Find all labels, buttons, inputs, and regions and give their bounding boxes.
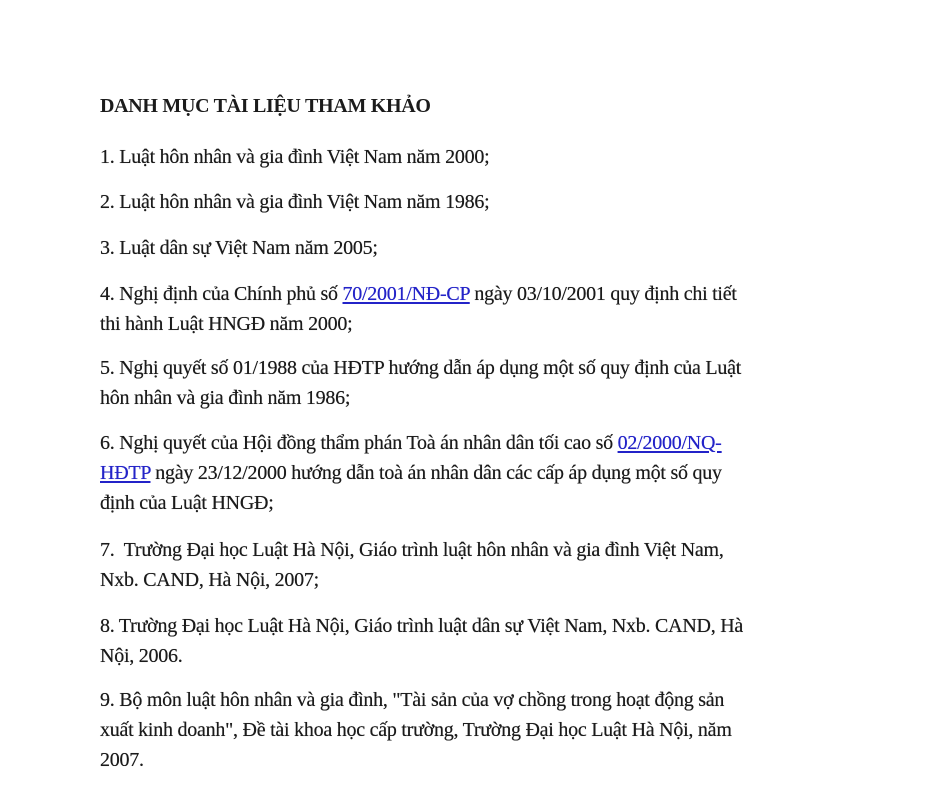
- reference-line: [100, 428, 722, 458]
- reference-line: [100, 458, 722, 488]
- resolution-02-2000-link[interactable]: 02/2000/NQ-: [617, 432, 722, 454]
- reference-item-4: [100, 279, 737, 339]
- reference-item-3: [100, 233, 378, 263]
- reference-text: 7. Trường Đại học Luật Hà Nội, Giáo trình luật hôn nhân và gia đình Việt Nam,: [100, 539, 724, 561]
- reference-text: 1. Luật hôn nhân và gia đình Việt Nam năm 2000;: [100, 146, 490, 168]
- reference-text: 5. Nghị quyết số 01/1988 của HĐTP hướng dẫn áp dụng một số quy định của Luật: [100, 357, 742, 379]
- reference-item-5: [100, 353, 741, 413]
- reference-item-6: [100, 428, 722, 518]
- reference-text: 8. Trường Đại học Luật Hà Nội, Giáo trình luật dân sự Việt Nam, Nxb. CAND, Hà: [100, 615, 744, 637]
- reference-item-9: [100, 685, 732, 775]
- reference-text: ngày 23/12/2000 hướng dẫn toà án nhân dân các cấp áp dụng một số quy: [150, 462, 722, 484]
- reference-text: Nội, 2006.: [100, 645, 183, 667]
- reference-text: thi hành Luật HNGĐ năm 2000;: [100, 313, 353, 335]
- reference-text: Nxb. CAND, Hà Nội, 2007;: [100, 569, 319, 591]
- reference-text: 3. Luật dân sự Việt Nam năm 2005;: [100, 237, 378, 259]
- reference-text: 2. Luật hôn nhân và gia đình Việt Nam năm 1986;: [100, 191, 490, 213]
- resolution-02-2000-link-continued[interactable]: HĐTP: [100, 462, 151, 484]
- reference-text: 2007.: [100, 749, 144, 771]
- reference-text: hôn nhân và gia đình năm 1986;: [100, 387, 351, 409]
- reference-text: 6. Nghị quyết của Hội đồng thẩm phán Toà án nhân dân tối cao số: [100, 432, 618, 454]
- decree-70-2001-link[interactable]: 70/2001/NĐ-CP: [342, 283, 470, 305]
- reference-item-7: [100, 535, 724, 595]
- reference-item-2: [100, 187, 489, 217]
- reference-text: 9. Bộ môn luật hôn nhân và gia đình, "Tài sản của vợ chồng trong hoạt động sản: [100, 689, 725, 711]
- reference-text: xuất kinh doanh", Đề tài khoa học cấp trường, Trường Đại học Luật Hà Nội, năm: [100, 719, 732, 741]
- reference-text: ngày 03/10/2001 quy định chi tiết: [469, 283, 737, 305]
- reference-line: [100, 279, 737, 309]
- reference-item-8: [100, 611, 743, 671]
- reference-text: 4. Nghị định của Chính phủ số: [100, 283, 343, 305]
- page-title: DANH MỤC TÀI LIỆU THAM KHẢO: [100, 95, 431, 117]
- reference-item-1: [100, 142, 489, 172]
- reference-text: định của Luật HNGĐ;: [100, 492, 274, 514]
